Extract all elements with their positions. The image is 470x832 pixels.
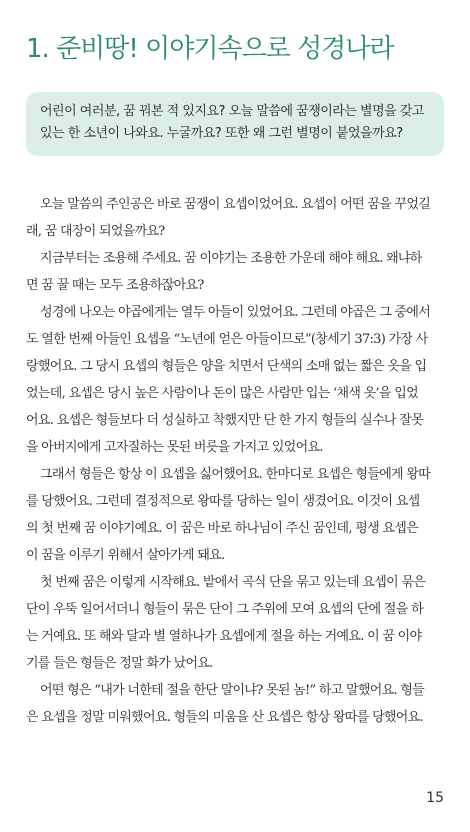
paragraph-line: 를 당했어요. 그런데 결정적으로 왕따를 당하는 일이 생겼어요. 이것이 요셉: [26, 494, 420, 509]
paragraph-line: 첫 번째 꿈은 이렇게 시작해요. 밭에서 곡식 단을 묶고 있는데 요셉이 묶은: [40, 575, 426, 590]
paragraph-line: 랑했어요. 그 당시 요셉의 형들은 양을 치면서 단색의 소매 없는 짧은 옷을 입: [26, 359, 427, 374]
paragraph-line: 은 요셉을 정말 미워했어요. 형들의 미움을 산 요셉은 항상 왕따를 당했어요.: [26, 710, 423, 725]
paragraph-line: 어떤 형은 “내가 너한테 절을 한단 말이냐? 못된 놈!” 하고 말했어요. 형들: [40, 683, 425, 698]
paragraph-line: 을 아버지에게 고자질하는 못된 버릇을 가지고 있었어요.: [26, 440, 323, 455]
paragraph-line: 어요. 요셉은 형들보다 더 성실하고 착했지만 단 한 가지 형들의 실수나 잘못: [26, 413, 423, 428]
story-body: [26, 191, 446, 731]
paragraph-line: 었는데, 요셉은 당시 높은 사람이나 돈이 많은 사람만 입는 ‘채색 옷’을 입었: [26, 386, 418, 401]
paragraph-line: 그래서 형들은 항상 이 요셉을 싫어했어요. 한마디로 요셉은 형들에게 왕따: [40, 467, 431, 482]
paragraph-line: 단이 우뚝 일어서더니 형들이 묶은 단이 그 주위에 모여 요셉의 단에 절을 하: [26, 602, 423, 617]
callout-line: 어린이 여러분, 꿈 꿔본 적 있지요? 오늘 말씀에 꿈쟁이라는 별명을 갖고: [40, 104, 424, 119]
paragraph-line: 이 꿈을 이루기 위해서 살아가게 돼요.: [26, 548, 225, 563]
callout-line: 있는 한 소년이 나와요. 누굴까요? 또한 왜 그런 별명이 붙었을까요?: [40, 126, 403, 141]
paragraph-line: 의 첫 번째 꿈 이야기예요. 이 꿈은 바로 하나님이 주신 꿈인데, 평생 요셉은: [26, 521, 418, 536]
page-number: 15: [426, 790, 444, 806]
chapter-title: 1. 준비땅! 이야기속으로 성경나라: [26, 34, 394, 64]
paragraph-line: 오늘 말씀의 주인공은 바로 꿈쟁이 요셉이었어요. 요셉이 어떤 꿈을 꾸었길: [40, 197, 431, 212]
paragraph-line: 래, 꿈 대장이 되었을까요?: [26, 224, 165, 239]
paragraph-line: 지금부터는 조용해 주세요. 꿈 이야기는 조용한 가운데 해야 해요. 왜냐하: [40, 251, 422, 266]
paragraph-line: 면 꿈 꿀 때는 모두 조용하잖아요?: [26, 278, 204, 293]
paragraph-line: 기를 들은 형들은 정말 화가 났어요.: [26, 656, 213, 671]
paragraph-line: 는 거예요. 또 해와 달과 별 열하나가 요셉에게 절을 하는 거예요. 이 꿈 이야: [26, 629, 422, 644]
paragraph-line: 성경에 나오는 야곱에게는 열두 아들이 있었어요. 그런데 야곱은 그 중에서: [40, 305, 431, 320]
intro-callout-box: [26, 92, 444, 156]
paragraph-line: 도 열한 번째 아들인 요셉을 “노년에 얻은 아들이므로”(창세기 37:3) 가장 사: [26, 332, 428, 347]
